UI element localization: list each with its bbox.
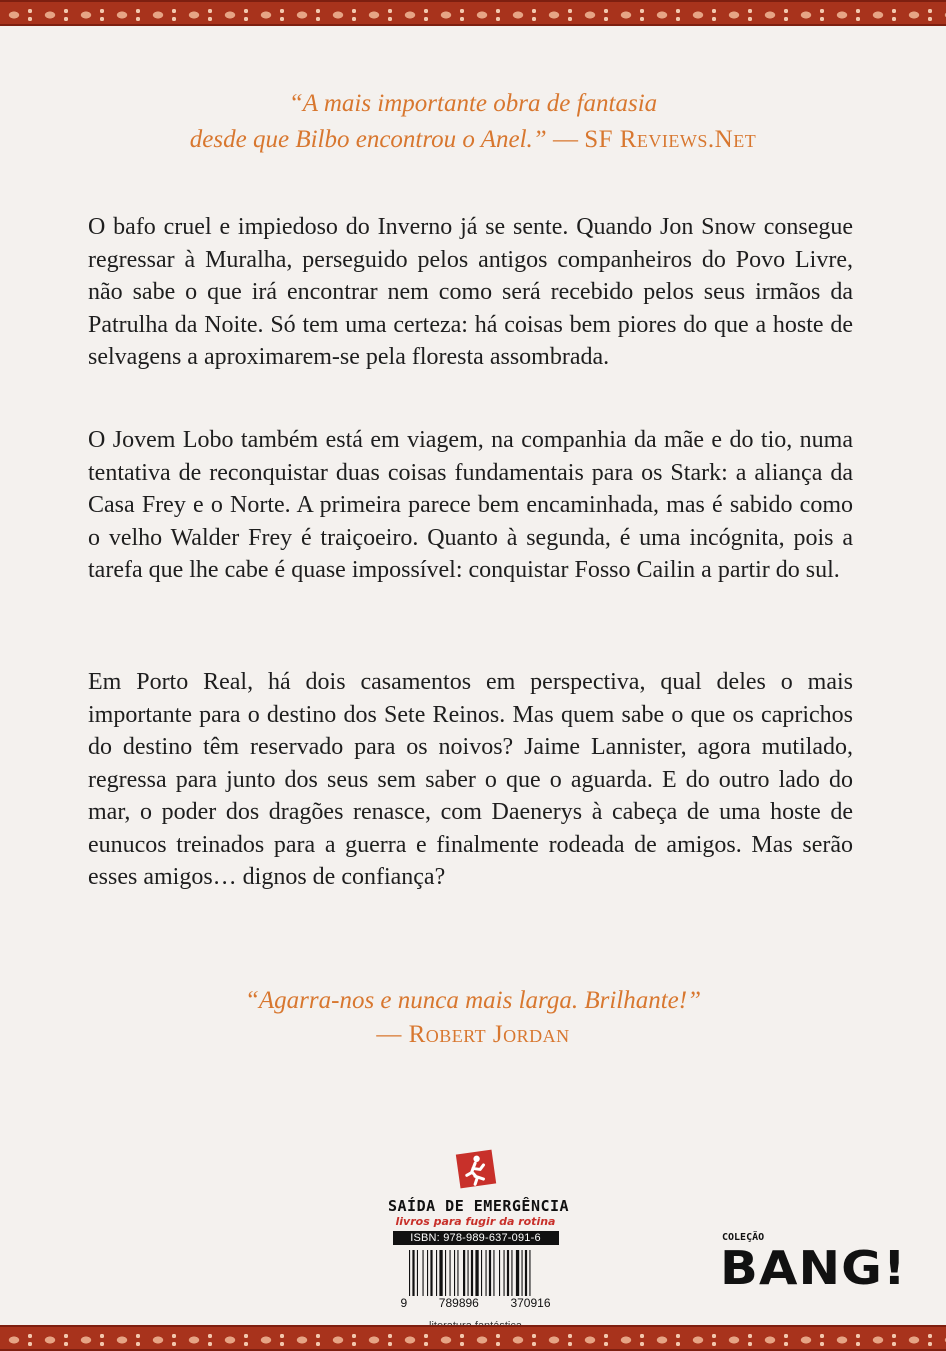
barcode-bar bbox=[488, 1250, 490, 1296]
barcode-bar bbox=[436, 1250, 437, 1296]
barcode-bar bbox=[475, 1250, 478, 1296]
barcode-bar bbox=[445, 1250, 446, 1296]
barcode-bar bbox=[493, 1250, 494, 1296]
barcode-bar bbox=[430, 1250, 432, 1296]
barcode-bar bbox=[485, 1250, 486, 1296]
bottom-decorative-border bbox=[0, 1325, 946, 1351]
barcode-bar bbox=[521, 1250, 522, 1296]
barcode-digits bbox=[401, 1296, 551, 1310]
collection-brand: BANG! bbox=[720, 1241, 907, 1295]
barcode-digit-group-2: 789896 bbox=[438, 1296, 479, 1310]
barcode-bar bbox=[467, 1250, 468, 1296]
publisher-name: SAÍDA DE EMERGÊNCIA bbox=[388, 1197, 570, 1215]
barcode-bar bbox=[412, 1250, 414, 1296]
top-review-quote bbox=[0, 86, 946, 158]
barcode-bar bbox=[515, 1250, 518, 1296]
top-quote-dash: — bbox=[546, 126, 585, 153]
barcode-bar bbox=[506, 1250, 508, 1296]
top-quote-line-1: “A mais importante obra de fantasia bbox=[288, 90, 658, 117]
publisher-block bbox=[388, 1150, 570, 1332]
bottom-quote-source: — Robert Jordan bbox=[376, 1021, 570, 1048]
barcode-bar bbox=[499, 1250, 500, 1296]
blurb-paragraph-1: O bafo cruel e impiedoso do Inverno já se sente. Quando Jon Snow consegue regressar à Muralha, perseguido pelos antigos companheiros do Povo Livre, não sabe o que irá encontrar nem como será recebido pelos seus irmãos da Patrulha da Noite. Só tem uma certeza: há coisas bem piores do que a hoste de selvagens a aproximarem-se pela floresta assombrada. bbox=[88, 214, 853, 370]
barcode-bar bbox=[529, 1250, 530, 1296]
top-quote-line-2: desde que Bilbo encontrou o Anel.” bbox=[189, 126, 547, 153]
barcode-bar bbox=[449, 1250, 450, 1296]
barcode-bar bbox=[409, 1250, 410, 1296]
barcode-bar bbox=[427, 1250, 428, 1296]
top-quote-source: SF Reviews.Net bbox=[584, 126, 757, 153]
running-man-exit-icon bbox=[453, 1147, 498, 1190]
barcode-bar bbox=[524, 1250, 526, 1296]
barcode-bar bbox=[422, 1250, 423, 1296]
collection-label: COLEÇÃO bbox=[722, 1232, 765, 1243]
barcode-bar bbox=[470, 1250, 472, 1296]
barcode-bar bbox=[481, 1250, 482, 1296]
barcode-digit-group-1: 9 bbox=[400, 1296, 408, 1310]
blurb-paragraph-3: Em Porto Real, há dois casamentos em perspectiva, qual deles o mais importante para o destino dos Sete Reinos. Mas quem sabe o que os caprichos do destino têm reservado para os noivos? Jaime Lannister, agora mutilado, regressa para junto dos seus sem saber o que o aguarda. E do outro lado do mar, o poder dos dragões renasce, com Daenerys à cabeça de uma hoste de eunucos treinados para a guerra e finalmente rodeada de amigos. Mas serão esses amigos… dignos de confiança? bbox=[88, 669, 853, 890]
barcode-digit-group-3: 370916 bbox=[510, 1296, 551, 1310]
barcode-bar bbox=[416, 1250, 417, 1296]
barcode bbox=[401, 1248, 551, 1298]
bottom-review-quote bbox=[0, 984, 946, 1052]
barcode-bar bbox=[463, 1250, 465, 1296]
barcode-bar bbox=[457, 1250, 458, 1296]
barcode-bar bbox=[511, 1250, 512, 1296]
barcode-bar bbox=[439, 1250, 442, 1296]
top-decorative-border bbox=[0, 0, 946, 26]
isbn-label: ISBN: 978-989-637-091-6 bbox=[393, 1231, 559, 1245]
bottom-quote-text: “Agarra-nos e nunca mais larga. Brilhante!” bbox=[244, 987, 702, 1014]
publisher-tagline: livros para fugir da rotina bbox=[395, 1215, 556, 1228]
collection-logo bbox=[720, 1232, 907, 1302]
blurb-paragraph-2: O Jovem Lobo também está em viagem, na companhia da mãe e do tio, numa tentativa de reconquistar duas coisas fundamentais para os Stark: a aliança da Casa Frey e o Norte. A primeira parece bem encaminhada, mas é sabido como o velho Walder Frey é traiçoeiro. Quanto à segunda, é uma incógnita, pois a tarefa que lhe cabe é quase impossível: conquistar Fosso Cailin a partir do sul. bbox=[88, 427, 853, 583]
barcode-bar bbox=[454, 1250, 455, 1296]
barcode-bar bbox=[503, 1250, 504, 1296]
